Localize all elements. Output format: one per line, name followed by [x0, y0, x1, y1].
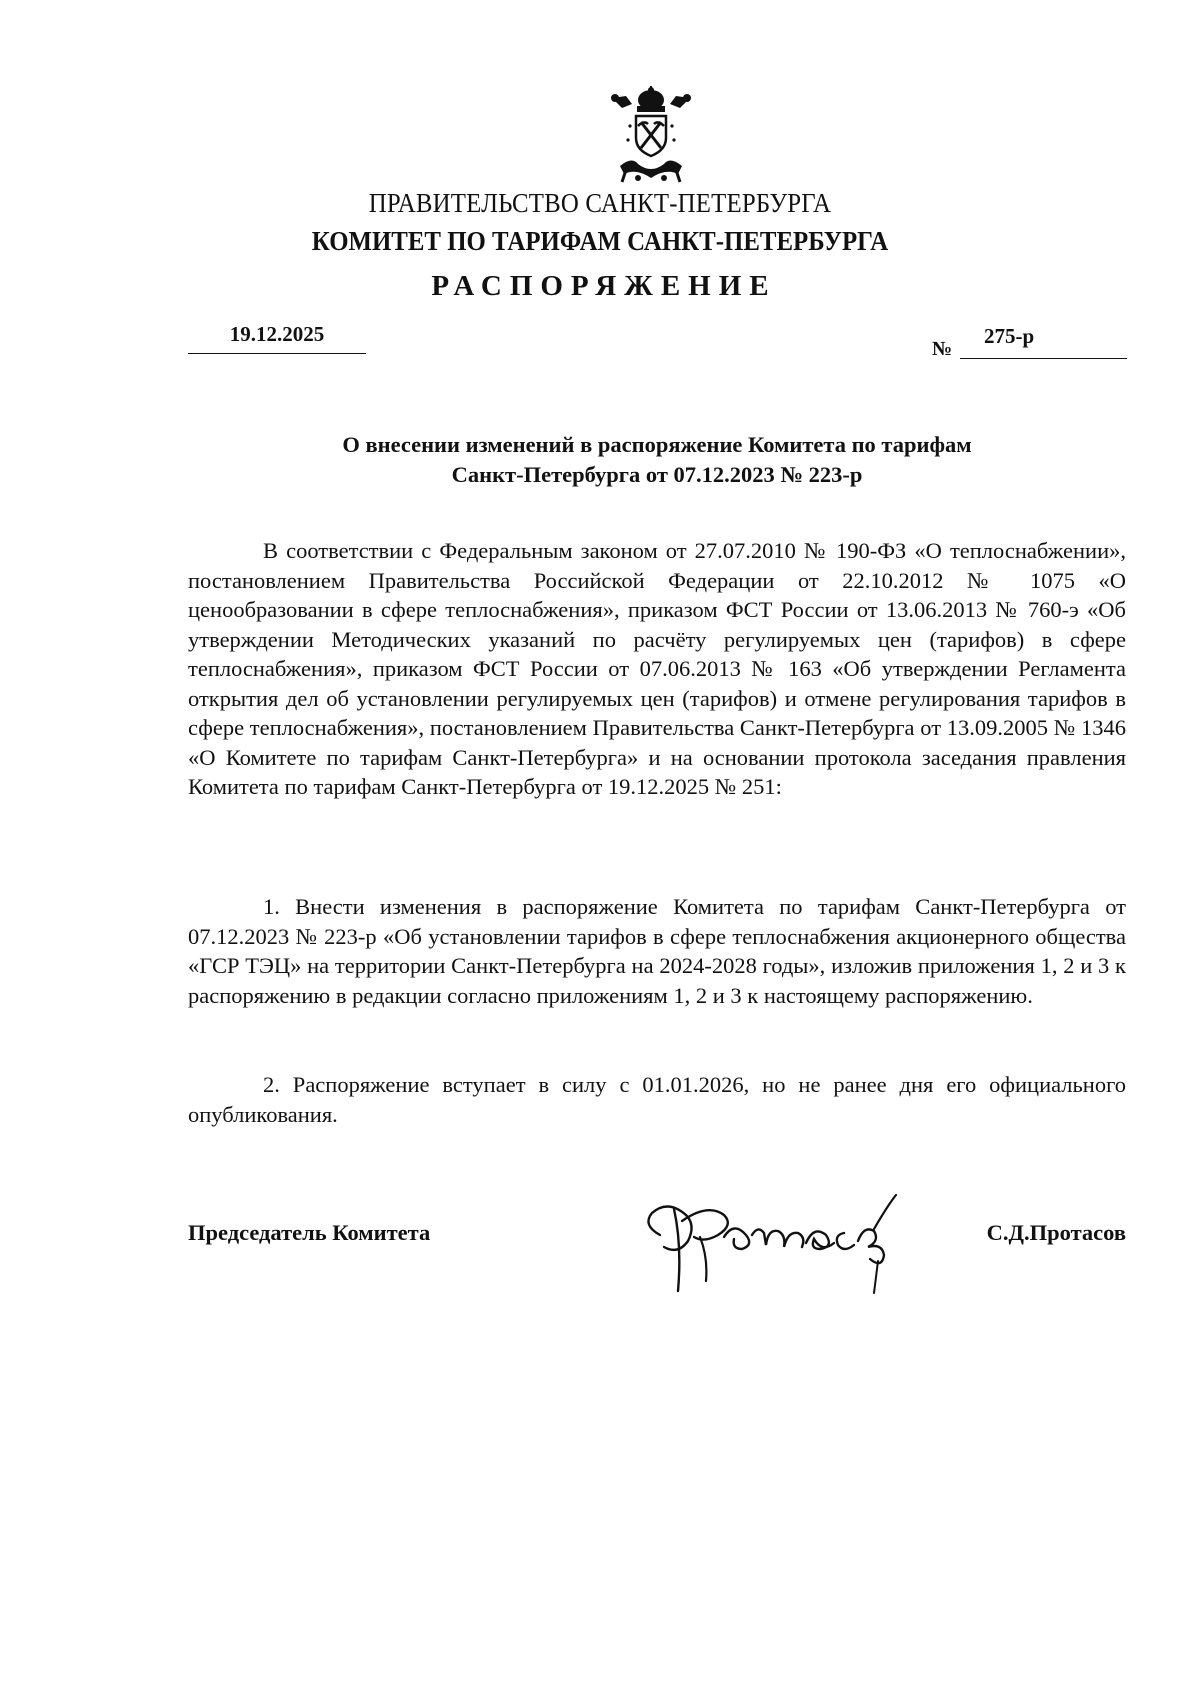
- signatory-position: Председатель Комитета: [188, 1220, 431, 1245]
- committee-title: КОМИТЕТ ПО ТАРИФАМ САНКТ-ПЕТЕРБУРГА: [311, 226, 889, 256]
- number-underline: [960, 358, 1127, 359]
- subject-line-1: О внесении изменений в распоряжение Комитета по тарифам: [342, 432, 972, 457]
- number-sign: №: [932, 338, 953, 360]
- item-1-paragraph: 1. Внести изменения в распоряжение Комитета по тарифам Санкт-Петербурга от 07.12.2023 № 223-р «Об установлении тарифов в сфере теплоснабжения акционерного общества «ГСР ТЭЦ» на территории Санкт-Петербурга на 2024-2028 годы», изложив приложения 1, 2 и 3 к распоряжению в редакции согласно приложениям 1, 2 и 3 к настоящему распоряжению.: [188, 894, 1126, 1008]
- document-subject: [188, 430, 1126, 490]
- government-title: ПРАВИТЕЛЬСТВО САНКТ-ПЕТЕРБУРГА: [368, 188, 832, 218]
- preamble-paragraph: В соответствии с Федеральным законом от 27.07.2010 № 190-ФЗ «О теплоснабжении», постановлением Правительства Российской Федерации от 22.10.2012 № 1075 «О ценообразовании в сфере теплоснабжения», приказом ФСТ России от 13.06.2013 № 760-э «Об утверждении Методических указаний по расчёту регулируемых цен (тарифов) в сфере теплоснабжения», приказом ФСТ России от 07.06.2013 № 163 «Об утверждении Регламента открытия дел об установлении регулируемых цен (тарифов) и отмене регулирования тарифов в сфере теплоснабжения», постановлением Правительства Санкт-Петербурга от 13.09.2005 № 1346 «О Комитете по тарифам Санкт-Петербурга» и на основании протокола заседания правления Комитета по тарифам Санкт-Петербурга от 19.12.2025 № 251:: [188, 538, 1126, 799]
- handwritten-signature: [638, 1185, 900, 1295]
- document-date: 19.12.2025: [188, 322, 366, 354]
- document-number: [932, 324, 1127, 360]
- signatory-name: С.Д.Протасов: [986, 1220, 1126, 1245]
- subject-line-2: Санкт-Петербурга от 07.12.2023 № 223-р: [451, 462, 863, 487]
- document-type: РАСПОРЯЖЕНИЕ: [431, 270, 777, 302]
- number-value: 275-р: [984, 324, 1035, 348]
- spb-coat-of-arms-icon: [608, 86, 694, 186]
- item-2-paragraph: 2. Распоряжение вступает в силу с 01.01.2026, но не ранее дня его официального опубликования.: [188, 1072, 1126, 1127]
